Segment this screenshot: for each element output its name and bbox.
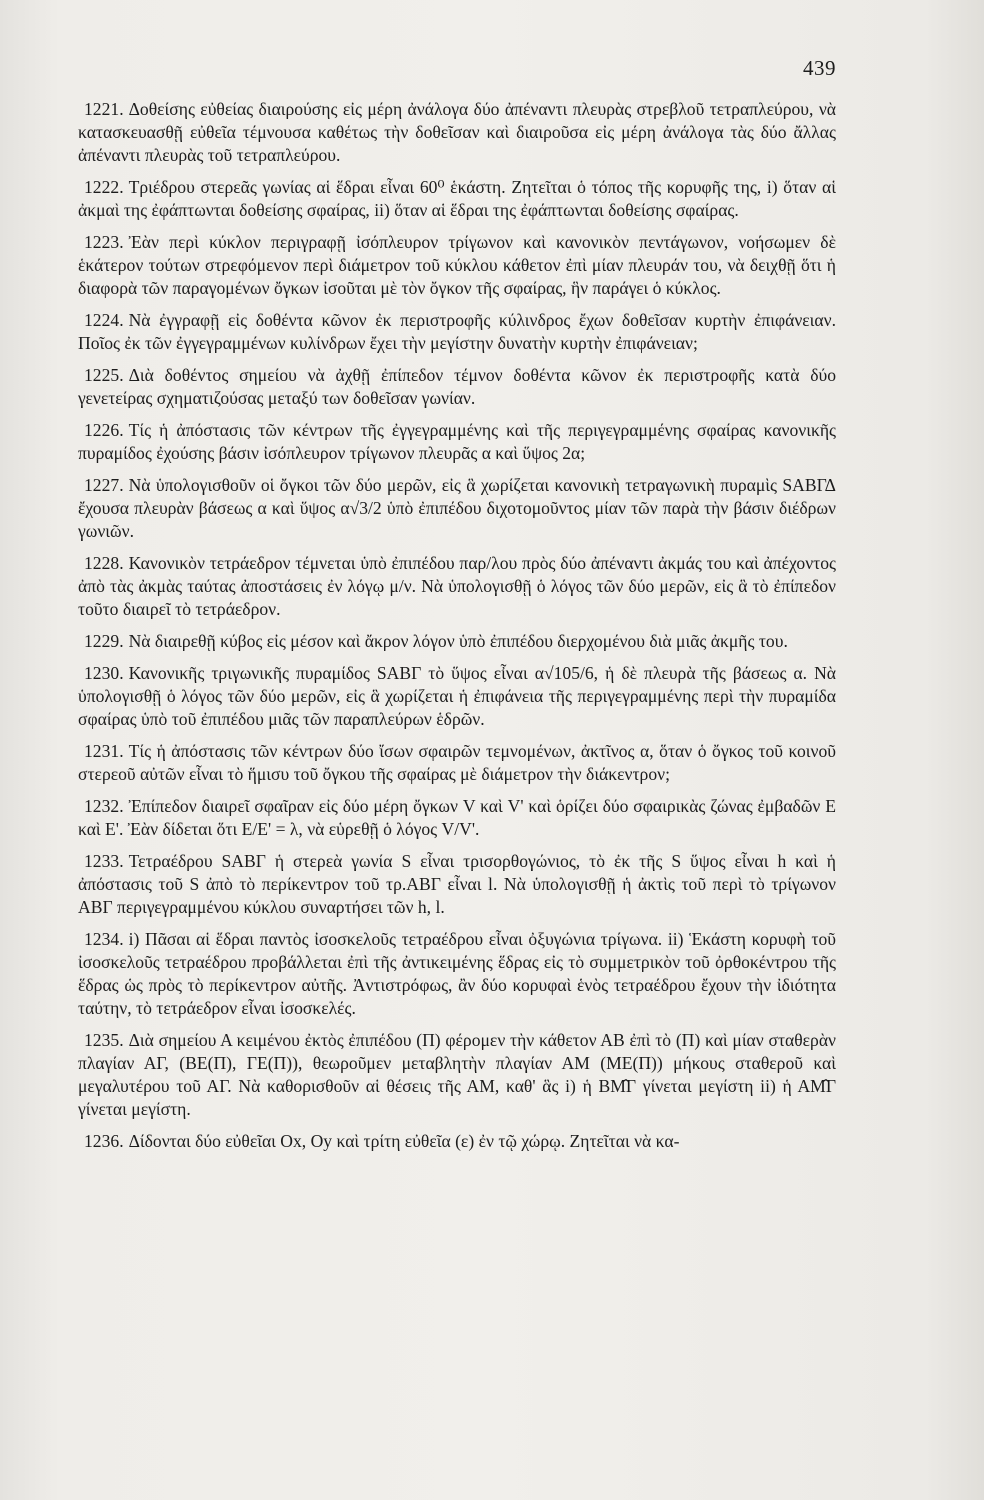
- problem-text: Τίς ἡ ἀπόστασις τῶν κέντρων τῆς ἐγγεγραμμένης καὶ τῆς περιγεγραμμένης σφαίρας κανονικῆς πυραμίδος ἐχούσης βάσιν ἰσόπλευρον τρίγωνον πλευρᾶς α καὶ ὕψος 2α;: [78, 420, 836, 463]
- problem-number: 1223.: [84, 232, 124, 252]
- problem-1228: [78, 552, 836, 621]
- problem-text: Δίδονται δύο εὐθεῖαι Οx, Οy καὶ τρίτη εὐθεῖα (ε) ἐν τῷ χώρῳ. Ζητεῖται νὰ κα-: [128, 1131, 680, 1151]
- problem-1229: [78, 630, 836, 653]
- problem-number: 1231.: [84, 741, 124, 761]
- problem-text: Διὰ δοθέντος σημείου νὰ ἀχθῇ ἐπίπεδον τέμνον δοθέντα κῶνον ἐκ περιστροφῆς κατὰ δύο γενετείρας σχηματιζούσας μεταξύ των δοθεῖσαν γωνίαν.: [78, 365, 836, 408]
- problem-text: Νὰ ἐγγραφῇ εἰς δοθέντα κῶνον ἐκ περιστροφῆς κύλινδρος ἔχων δοθεῖσαν κυρτὴν ἐπιφάνειαν. Ποῖος ἐκ τῶν ἐγγεγραμμένων κυλίνδρων ἔχει τὴν μεγίστην δυνατὴν κυρτὴν ἐπιφάνειαν;: [78, 310, 836, 353]
- problem-1235: [78, 1029, 836, 1121]
- problem-1227: [78, 474, 836, 543]
- problem-1226: [78, 419, 836, 465]
- problem-number: 1233.: [84, 851, 124, 871]
- problem-number: 1234.: [84, 929, 124, 949]
- problem-number: 1227.: [84, 475, 124, 495]
- problem-1224: [78, 309, 836, 355]
- problem-number: 1236.: [84, 1131, 124, 1151]
- problem-text: Κανονικὸν τετράεδρον τέμνεται ὑπὸ ἐπιπέδου παρ/λου πρὸς δύο ἀπέναντι ἀκμάς του καὶ ἀπέχοντος ἀπὸ τὰς ἀκμὰς ταύτας ἀποστάσεις ἐν λόγῳ μ/ν. Νὰ ὑπολογισθῇ ὁ λόγος τῶν δύο μερῶν, εἰς ἃ τὸ ἐπίπεδον τοῦτο διαιρεῖ τὸ τετράεδρον.: [78, 553, 836, 619]
- problem-1231: [78, 740, 836, 786]
- problem-number: 1222.: [84, 177, 124, 197]
- problem-text: Κανονικῆς τριγωνικῆς πυραμίδος SΑΒΓ τὸ ὕψος εἶναι α√105/6, ἡ δὲ πλευρὰ τῆς βάσεως α. Νὰ ὑπολογισθῇ ὁ λόγος τῶν δύο μερῶν, εἰς ἃ χωρίζεται ἡ ἐπιφάνεια τῆς περιγεγραμμένης περὶ τὴν πυραμίδα σφαίρας ὑπὸ τοῦ ἐπιπέδου μιᾶς τῶν παραπλεύρων ἑδρῶν.: [78, 663, 836, 729]
- problem-text: Νὰ διαιρεθῇ κύβος εἰς μέσον καὶ ἄκρον λόγον ὑπὸ ἐπιπέδου διερχομένου διὰ μιᾶς ἀκμῆς του.: [128, 631, 788, 651]
- problem-list: [78, 98, 836, 1162]
- problem-text: Τριέδρου στερεᾶς γωνίας αἱ ἕδραι εἶναι 60⁰ ἑκάστη. Ζητεῖται ὁ τόπος τῆς κορυφῆς της, i) ὅταν αἱ ἀκμαὶ της ἐφάπτωνται δοθείσης σφαίρας, ii) ὅταν αἱ ἕδραι της ἐφάπτωνται δοθείσης σφαίρας.: [78, 177, 836, 220]
- problem-1230: [78, 662, 836, 731]
- problem-number: 1232.: [84, 796, 124, 816]
- problem-number: 1230.: [84, 663, 124, 683]
- problem-number: 1229.: [84, 631, 124, 651]
- problem-1221: [78, 98, 836, 167]
- problem-1234: [78, 928, 836, 1020]
- problem-1222: [78, 176, 836, 222]
- problem-text: Διὰ σημείου Α κειμένου ἐκτὸς ἐπιπέδου (Π) φέρομεν τὴν κάθετον ΑΒ ἐπὶ τὸ (Π) καὶ μίαν σταθερὰν πλαγίαν ΑΓ, (ΒΕ(Π), ΓΕ(Π)), θεωροῦμεν μεταβλητὴν πλαγίαν ΑΜ (ΜΕ(Π)) μήκους σταθεροῦ καὶ μεγαλυτέρου τοῦ ΑΓ. Νὰ καθορισθοῦν αἱ θέσεις τῆς ΑΜ, καθ' ἃς i) ἡ ΒΜ̂Γ γίνεται μεγίστη ii) ἡ ΑΜ̂Γ γίνεται μεγίστη.: [78, 1030, 836, 1119]
- problem-text: Ἐπίπεδον διαιρεῖ σφαῖραν εἰς δύο μέρη ὄγκων V καὶ V' καὶ ὁρίζει δύο σφαιρικὰς ζώνας ἐμβαδῶν Ε καὶ Ε'. Ἐὰν δίδεται ὅτι Ε/Ε' = λ, νὰ εὑρεθῇ ὁ λόγος V/V'.: [78, 796, 836, 839]
- problem-text: Δοθείσης εὐθείας διαιρούσης εἰς μέρη ἀνάλογα δύο ἀπέναντι πλευρὰς στρεβλοῦ τετραπλεύρου, νὰ κατασκευασθῇ εὐθεῖα τέμνουσα καθέτως τὴν δοθεῖσαν καὶ διαιροῦσα εἰς μέρη ἀνάλογα τὰς δύο ἄλλας ἀπέναντι πλευρὰς τοῦ τετραπλεύρου.: [78, 99, 836, 165]
- problem-number: 1221.: [84, 99, 124, 119]
- problem-number: 1225.: [84, 365, 124, 385]
- page-number: 439: [803, 56, 836, 80]
- problem-1223: [78, 231, 836, 300]
- problem-number: 1235.: [84, 1030, 124, 1050]
- problem-1225: [78, 364, 836, 410]
- problem-text: Τετραέδρου SΑΒΓ ἡ στερεὰ γωνία S εἶναι τρισορθογώνιος, τὸ ἐκ τῆς S ὕψος εἶναι h καὶ ἡ ἀπόστασις τοῦ S ἀπὸ τὸ περίκεντρον τοῦ τρ.ΑΒΓ εἶναι l. Νὰ ὑπολογισθῇ ἡ ἀκτὶς τοῦ περὶ τὸ τρίγωνον ΑΒΓ περιγεγραμμένου κύκλου συναρτήσει τῶν h, l.: [78, 851, 836, 917]
- problem-number: 1226.: [84, 420, 124, 440]
- problem-number: 1224.: [84, 310, 124, 330]
- problem-1233: [78, 850, 836, 919]
- problem-text: Τίς ἡ ἀπόστασις τῶν κέντρων δύο ἴσων σφαιρῶν τεμνομένων, ἀκτῖνος α, ὅταν ὁ ὄγκος τοῦ κοινοῦ στερεοῦ αὐτῶν εἶναι τὸ ἥμισυ τοῦ ὄγκου τῆς σφαίρας μὲ διάμετρον τὴν διάκεντρον;: [78, 741, 836, 784]
- problem-text: i) Πᾶσαι αἱ ἕδραι παντὸς ἰσοσκελοῦς τετραέδρου εἶναι ὀξυγώνια τρίγωνα. ii) Ἑκάστη κορυφὴ τοῦ ἰσοσκελοῦς τετραέδρου προβάλλεται ἐπὶ τῆς ἀντικειμένης ἕδρας εἰς τὸ συμμετρικὸν τοῦ ὀρθοκέντρου τῆς ἕδρας ὡς πρὸς τὸ περίκεντρον αὐτῆς. Ἀντιστρόφως, ἂν δύο κορυφαὶ ἑνὸς τετραέδρου ἔχουν τὴν ἰδιότητα ταύτην, τὸ τετράεδρον εἶναι ἰσοσκελές.: [78, 929, 836, 1018]
- problem-text: Ἐὰν περὶ κύκλον περιγραφῇ ἰσόπλευρον τρίγωνον καὶ κανονικὸν πεντάγωνον, νοήσωμεν δὲ ἑκάτερον τούτων στρεφόμενον περὶ διάμετρον τοῦ κύκλου κάθετον ἐπὶ μίαν πλευράν του, νὰ δειχθῇ ὅτι ἡ διαφορὰ τῶν παραγομένων ὄγκων ἰσοῦται μὲ τὸν ὄγκον τῆς σφαίρας, ἣν παράγει ὁ κύκλος.: [78, 232, 836, 298]
- problem-1236: [78, 1130, 836, 1153]
- problem-number: 1228.: [84, 553, 124, 573]
- problem-text: Νὰ ὑπολογισθοῦν οἱ ὄγκοι τῶν δύο μερῶν, εἰς ἃ χωρίζεται κανονικὴ τετραγωνικὴ πυραμὶς SΑΒΓΔ ἔχουσα πλευρὰν βάσεως α καὶ ὕψος α√3/2 ὑπὸ ἐπιπέδου διχοτομοῦντος μίαν τῶν παρὰ τὴν βάσιν διέδρων γωνιῶν.: [78, 475, 836, 541]
- problem-1232: [78, 795, 836, 841]
